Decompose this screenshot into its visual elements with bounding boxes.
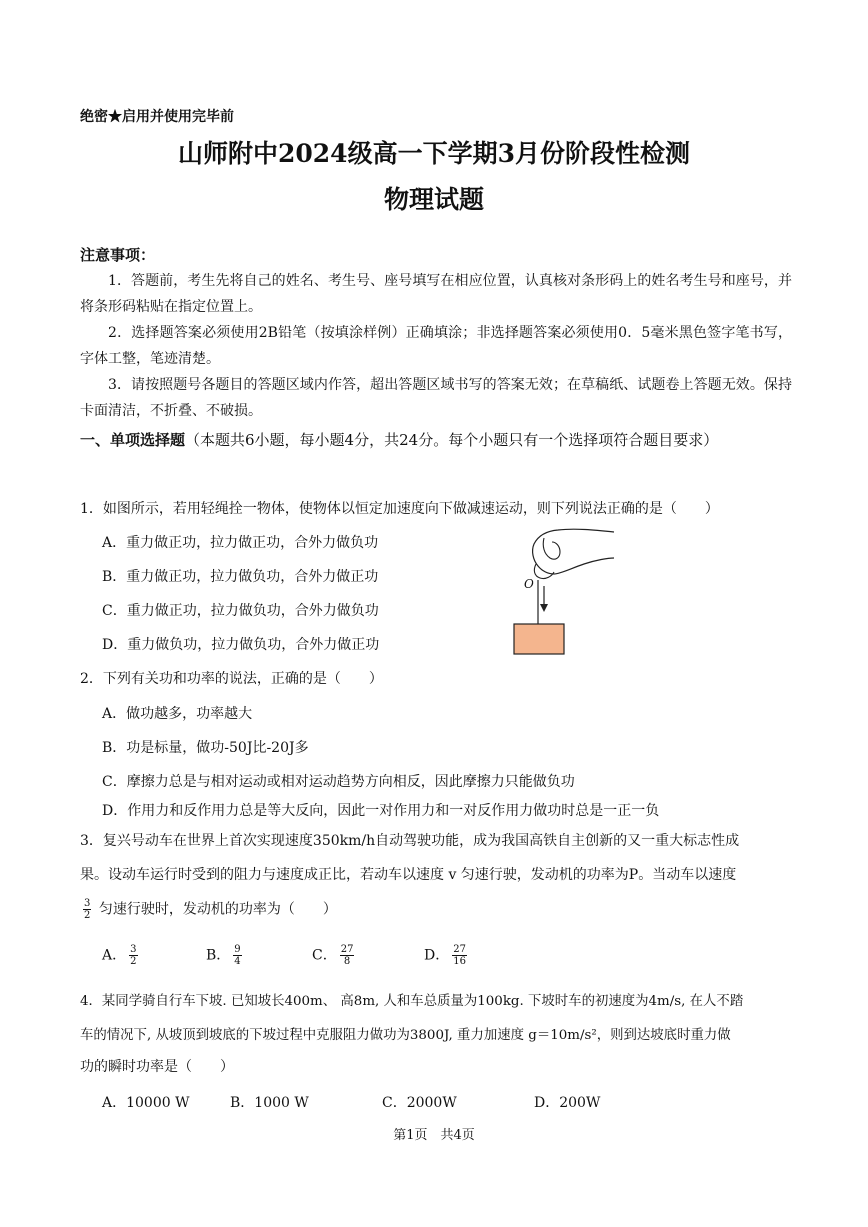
question-4-option-a: A．10000 W	[102, 1095, 190, 1111]
question-4-stem-line3: 功的瞬时功率是（ ）	[80, 1059, 234, 1075]
section-description: （本题共6小题，每小题4分，共24分。每个小题只有一个选择项符合题目要求）	[185, 431, 719, 449]
question-4-stem-line1: 4．某同学骑自行车下坡. 已知坡长400m、 高8m, 人和车总质量为100kg. 下坡时车的初速度为4m/s, 在人不踏	[80, 994, 744, 1009]
question-4-option-b: B．1000 W	[230, 1095, 309, 1111]
arrow-head	[540, 604, 548, 612]
question-2-stem: 2．下列有关功和功率的说法，正确的是（ ）	[80, 671, 383, 687]
question-3-option-a: A． $\frac{3}{2}$	[102, 944, 137, 967]
notice-item: 3．请按照题号各题目的答题区域内作答，超出答题区域书写的答案无效；在草稿纸、试题卷上答题无效。保持卡面清洁，不折叠、不破损。	[80, 377, 792, 419]
point-o-label: O	[524, 577, 534, 591]
question-3-stem-line1: 3．复兴号动车在世界上首次实现速度350km/h自动驾驶功能，成为我国高铁自主创新的又一重大标志性成	[80, 833, 740, 849]
question-1-stem: 1．如图所示，若用轻绳拴一物体，使物体以恒定加速度向下做减速运动，则下列说法正确的是（ ）	[80, 501, 719, 517]
question-4-option-c: C．2000W	[382, 1095, 457, 1111]
question-2-option-c: C．摩擦力总是与相对运动或相对运动趋势方向相反，因此摩擦力只能做负功	[102, 774, 575, 790]
question-1-option-b: B．重力做正功，拉力做负功，合外力做正功	[102, 569, 379, 585]
question-3-option-d: D． $\frac{27}{16}$	[424, 944, 466, 967]
fraction: $\frac{3}{2}$	[84, 898, 91, 921]
question-4-stem-line2: 车的情况下, 从坡顶到坡底的下坡过程中克服阻力做功为3800J, 重力加速度 g＝10m/s²，则到达坡底时重力做	[80, 1028, 731, 1043]
exam-title: 山师附中2024级高一下学期3月份阶段性检测	[178, 139, 690, 168]
question-1-option-a: A．重力做正功，拉力做正功，合外力做负功	[102, 535, 379, 551]
hand-rope-block-figure	[500, 524, 620, 660]
question-3-option-b: B． $\frac{9}{4}$	[206, 944, 241, 967]
subject-title: 物理试题	[383, 185, 484, 214]
notice-heading: 注意事项：	[80, 246, 156, 264]
question-3-stem-line2: 果。设动车运行时受到的阻力与速度成正比，若动车以速度 v 匀速行驶，发动机的功率为P。当动车以速度	[80, 867, 737, 883]
question-1-option-c: C．重力做正功，拉力做负功，合外力做负功	[102, 603, 379, 619]
question-2-option-a: A．做功越多，功率越大	[102, 706, 253, 722]
notice-item: 1．答题前，考生先将自己的姓名、考生号、座号填写在相应位置，认真核对条形码上的姓名考生号和座号，并将条形码粘贴在指定位置上。	[80, 273, 792, 315]
question-2-option-b: B．功是标量，做功-50J比-20J多	[102, 740, 309, 756]
notice-item: 2．选择题答案必须使用2B铅笔（按填涂样例）正确填涂；非选择题答案必须使用0．5毫米黑色签字笔书写，字体工整，笔迹清楚。	[80, 325, 792, 367]
page-footer: 第1页 共4页	[393, 1128, 475, 1143]
question-2-option-d: D．作用力和反作用力总是等大反向，因此一对作用力和一对反作用力做功时总是一正一负	[102, 803, 660, 819]
finger-drawing	[543, 538, 560, 559]
block	[514, 624, 564, 654]
secret-label: 绝密★启用并使用完毕前	[80, 109, 234, 125]
question-3-stem-line3: $\frac{3}{2}$ 匀速行驶时，发动机的功率为（ ）	[84, 898, 337, 921]
section-heading	[80, 424, 792, 456]
question-1-option-d: D．重力做负功，拉力做负功，合外力做正功	[102, 637, 380, 653]
section-title: 一、单项选择题	[80, 431, 186, 449]
question-3-option-c: C． $\frac{27}{8}$	[312, 944, 354, 967]
question-4-option-d: D．200W	[534, 1095, 601, 1111]
